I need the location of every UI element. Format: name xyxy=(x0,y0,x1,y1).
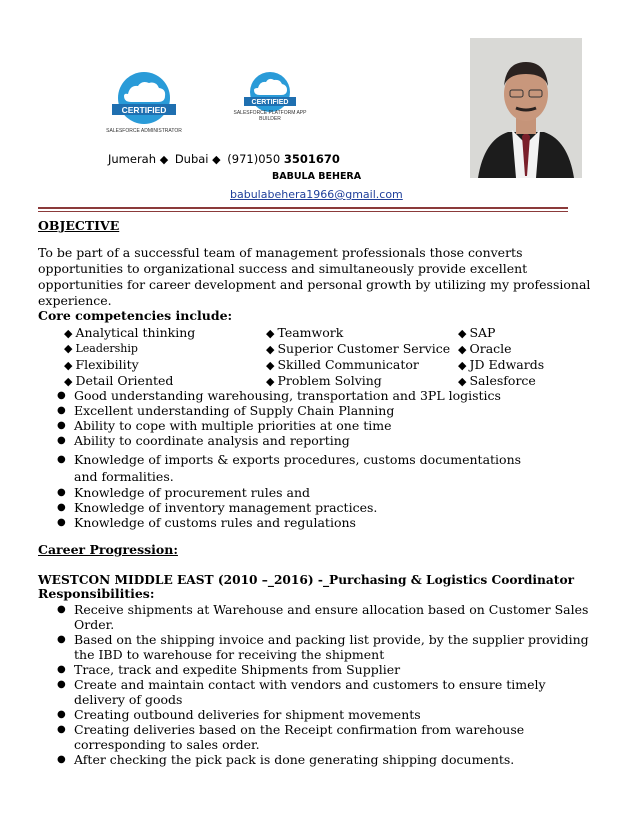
objective-heading: OBJECTIVE xyxy=(38,218,120,233)
competency-item: ◆ Leadership xyxy=(64,342,138,355)
diamond-icon: ◆ xyxy=(159,153,169,166)
competency-bullets xyxy=(52,388,600,530)
candidate-name: BABULA BEHERA xyxy=(272,171,362,182)
badge-caption: SALESFORCE PLATFORM APP BUILDER xyxy=(233,110,307,122)
list-item: ● Ability to cope with multiple priorities at one time xyxy=(57,418,392,433)
location-city: Jumerah xyxy=(108,152,157,166)
header-divider xyxy=(38,207,568,209)
diamond-icon: ◆ xyxy=(64,342,73,355)
competency-item: ◆ Flexibility xyxy=(64,357,139,372)
diamond-icon: ◆ xyxy=(212,153,221,166)
diamond-icon: ◆ xyxy=(266,359,275,372)
competency-item: ◆ SAP xyxy=(458,325,496,340)
job-title: WESTCON MIDDLE EAST (2010 –_2016) -_Purchasing & Logistics Coordinator xyxy=(38,573,574,587)
competency-item: ◆ Salesforce xyxy=(458,373,536,388)
list-item: ● Based on the shipping invoice and packing list provide, by the supplier providing the IBD to warehouse for receiving the shipment xyxy=(57,632,589,662)
list-item: ● Knowledge of imports & exports procedures, customs documentations and formalities. xyxy=(57,452,522,484)
phone-number: 3501670 xyxy=(283,152,340,166)
competency-item: ◆ Problem Solving xyxy=(266,373,382,388)
diamond-icon: ◆ xyxy=(266,327,275,340)
competencies-heading: Core competencies include: xyxy=(38,308,233,323)
diamond-icon: ◆ xyxy=(458,359,467,372)
responsibilities-list xyxy=(52,602,600,767)
list-item: ● Knowledge of inventory management practices. xyxy=(57,500,378,515)
competency-item: ◆ Superior Customer Service xyxy=(266,341,451,356)
person-portrait-icon xyxy=(470,38,582,178)
competency-item: ◆ Teamwork xyxy=(266,325,344,340)
badge-word: CERTIFIED xyxy=(251,99,289,106)
list-item: ● Knowledge of procurement rules and xyxy=(57,485,311,500)
list-item: ● Knowledge of customs rules and regulations xyxy=(57,515,356,530)
badge-word: CERTIFIED xyxy=(121,105,167,115)
badge-caption: SALESFORCE ADMINISTRATOR xyxy=(106,128,182,134)
list-item: ● Creating deliveries based on the Receipt confirmation from warehouse corresponding to sales order. xyxy=(57,722,525,752)
contact-line xyxy=(108,152,340,166)
diamond-icon: ◆ xyxy=(266,375,275,388)
competency-item: ◆ Oracle xyxy=(458,341,512,356)
salesforce-app-builder-badge xyxy=(232,70,308,150)
responsibilities-heading: Responsibilities: xyxy=(38,586,155,601)
diamond-icon: ◆ xyxy=(458,327,467,340)
list-item: ● Trace, track and expedite Shipments from Supplier xyxy=(57,662,401,677)
list-item: ● After checking the pick pack is done generating shipping documents. xyxy=(57,752,515,767)
career-heading: Career Progression: xyxy=(38,542,178,557)
list-item: ● Ability to coordinate analysis and reporting xyxy=(57,433,350,448)
diamond-icon: ◆ xyxy=(458,375,467,388)
location-emirate: Dubai xyxy=(174,152,209,166)
objective-text: To be part of a successful team of management professionals those converts opportunities to organizational success and simultaneously provide excellent opportunities for career development and personal growth by utilizing my professional experience. xyxy=(38,245,591,308)
competency-item: ◆ Skilled Communicator xyxy=(266,357,419,372)
diamond-icon: ◆ xyxy=(64,327,73,340)
email-link[interactable]: babulabehera1966@gmail.com xyxy=(230,188,403,201)
salesforce-cloud-icon xyxy=(106,70,182,130)
list-item: ● Good understanding warehousing, transportation and 3PL logistics xyxy=(57,388,501,403)
header-divider-thin xyxy=(38,211,568,212)
list-item: ● Create and maintain contact with vendors and customers to ensure timely delivery of goods xyxy=(57,677,546,707)
list-item: ● Receive shipments at Warehouse and ensure allocation based on Customer Sales Order. xyxy=(57,602,589,632)
list-item: ● Excellent understanding of Supply Chain Planning xyxy=(57,403,395,418)
diamond-icon: ◆ xyxy=(64,375,73,388)
competency-item: ◆ Detail Oriented xyxy=(64,373,174,388)
diamond-icon: ◆ xyxy=(266,343,275,356)
salesforce-admin-badge xyxy=(106,70,182,150)
competency-item: ◆ JD Edwards xyxy=(458,357,545,372)
phone-prefix: (971)050 xyxy=(227,152,281,166)
diamond-icon: ◆ xyxy=(458,343,467,356)
profile-photo xyxy=(470,38,582,178)
competency-item: ◆ Analytical thinking xyxy=(64,325,196,340)
list-item: ● Creating outbound deliveries for shipment movements xyxy=(57,707,421,722)
diamond-icon: ◆ xyxy=(64,359,73,372)
